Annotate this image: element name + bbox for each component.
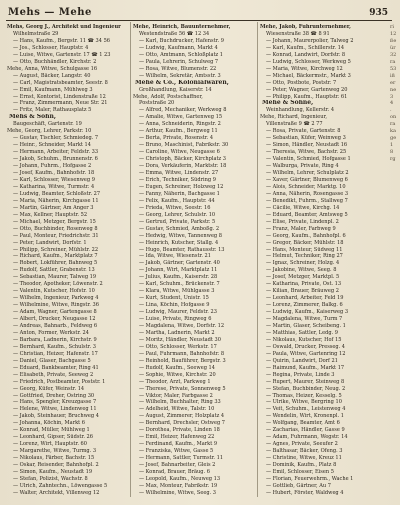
directory-entry: — Anna, Näherin, Rosengasse 3 (266, 190, 349, 197)
directory-entry: Mehe, Jakob, Fuhrunternehmer, (260, 24, 351, 30)
directory-entry: — Bernhard, Kaufm., Schulstr. 3 (13, 343, 96, 350)
directory-entry: — Quirin, Landwirt, Dorf 21 (266, 357, 338, 364)
directory-entry: — Otto, Buchhändler, Kirchstr. 2 (13, 58, 97, 65)
directory-entry: — Alois, Schneider, Marktg. 10 (266, 183, 346, 190)
directory-entry: — Sebastian, Maurer, Talweg 19 (13, 274, 97, 281)
directory-entry: — Florian, Feuerwehrm., Wache 1 (266, 475, 354, 482)
directory-entry: — Erich, Techniker, Südring 9 (139, 176, 216, 183)
directory-column-2 (133, 24, 256, 499)
directory-entry: — Michael, Metzger, Bergstr. 15 (13, 218, 96, 225)
directory-entry: — Leonhard, Gipser, Südstr. 26 (13, 434, 93, 441)
directory-entry: — Wolfgang, Beamter, Amt 6 (266, 420, 340, 427)
directory-entry: — Robert, Lokführer, Bahnweg 5 (13, 260, 98, 267)
directory-entry: — Maria, Näherin, Kirchgasse 11 (13, 197, 99, 204)
directory-entry: — Fanny, Näherin, Bachgasse 1 (139, 190, 220, 197)
directory-entry: — Paula, Witwe, Gartenring 12 (266, 350, 346, 357)
directory-entry: Mehe, Adolf, Postschaffner, (133, 93, 203, 100)
directory-entry: — Christoph, Bäcker, Kirchplatz 3 (139, 156, 227, 163)
directory-entry: — Johanna, Köchin, Markt 6 (13, 420, 86, 427)
directory-entry: — Friedrich, Postbeamter, Poststr. 1 (13, 378, 106, 385)
directory-entry: — Adam, Wagner, Gartengasse 8 (13, 309, 97, 316)
directory-entry: — Walter, Architekt, Villenweg 12 (13, 489, 100, 496)
directory-entry: — Konrad, Landwirt, Dorfstr. 8 (266, 51, 346, 58)
directory-entry: — Wilhelmine, Witwe, Seeg. 3 (139, 489, 217, 496)
directory-entry: — Hubert, Förster, Waldweg 4 (266, 489, 344, 496)
directory-entry: — Stefan, Polizist, Wachstr. 8 (13, 475, 88, 482)
directory-entry: — Daniel, Glaser, Bachgasse 5 (13, 357, 91, 364)
directory-entry: — Julius, Kaufm., Kaiserstr. 28 (139, 274, 218, 281)
directory-entry: — Gregor, Bäcker, Mühlstr. 18 (266, 239, 344, 246)
directory-entry: — Emil, Schlosser, Eisen 5 (266, 469, 334, 475)
directory-entry: — Ida, Witwe, Wiesenstr. 21 (139, 253, 211, 260)
directory-entry: — Theodor, Arzt, Parkweg 1 (139, 378, 211, 385)
directory-entry: — Jakob, Schuhm., Brunnenstr. 6 (13, 156, 98, 163)
directory-entry: — Benedikt, Fuhrm., Stallweg 7 (266, 197, 348, 204)
directory-entry: — Zacharias, Händler, Gasse 9 (266, 427, 345, 434)
directory-entry: — Konrad, Müller, Mühlweg 1 (13, 427, 90, 434)
directory-entry: — Alfred, Mechaniker, Werkweg 8 (139, 107, 227, 114)
directory-entry: — Valentin, Schmied, Hofgasse 1 (266, 156, 351, 163)
directory-entry: — Hans, Spengler, Kreuzgasse 7 (13, 399, 97, 406)
directory-entry: — Ludwig, Beamter, Schloßstr. 27 (13, 190, 101, 197)
directory-entry: — Anna, Schneiderin, Ringstr. 2 (139, 121, 221, 128)
directory-entry: — Hedwig, Witwe, Tannenweg 8 (139, 232, 222, 239)
directory-entry: — Fritz, Maler, Rathausplatz 5 (13, 107, 92, 114)
directory-entry: — Jakob, Gärtner, Gartenstr. 40 (139, 260, 220, 267)
directory-entry: — Xaver, Gärtner, Blumenweg 6 (266, 176, 348, 183)
edge-fragment: 32 (390, 51, 397, 58)
directory-entry: — Bruno, Maschinist, Fabrikstr. 30 (139, 142, 229, 149)
directory-entry: — Martin, Glaser, Scheibeng. 1 (266, 322, 346, 329)
directory-entry: — Viktor, Maler, Farbgasse 2 (139, 392, 213, 399)
directory-entry: — Leonhard, Arbeiter, Feld 19 (266, 295, 344, 302)
directory-entry: — Carl, Magistratsbeamter, Seestr. 8 (13, 79, 108, 86)
directory-entry: — Franz, Zimmermann, Neue Str. 21 (13, 100, 108, 107)
directory-entry: — Arthur, Kaufm., Bergweg 11 (139, 128, 218, 135)
directory-entry: — Otto, Amtmann, Schloßplatz 1 (139, 51, 223, 58)
directory-entry: — Rudolf, Sattler, Grabenstr. 13 (13, 267, 95, 274)
directory-entry: — Berta, Private, Rosenstr. 4 (139, 135, 214, 142)
directory-entry: — Margarethe, Witwe, Turmg. 3 (13, 448, 97, 455)
directory-entry: Großhandlung, Kaiserstr. 14 (139, 86, 212, 93)
directory-entry: — Klara, Witwe, Mühlgasse 3 (139, 288, 215, 295)
directory-entry: — Gustav, Tischler, Schmiedeg. 7 (13, 135, 99, 142)
edge-fragment: 3 (390, 93, 394, 100)
directory-entry: — Wilhelmine, Witwe, Ringstr. 36 (13, 302, 99, 309)
directory-entry: — Ulrike, Witwe, Bergring 10 (266, 399, 342, 406)
directory-entry: — Philipp, Kaufm., Hauptstr. 61 (266, 93, 348, 100)
edge-fragment: ri (390, 24, 394, 30)
directory-entry: — Hermann, Arbeiter, Feldstr. 33 (13, 149, 99, 156)
directory-entry: — Amalie, Witwe, Gartenweg 15 (139, 114, 223, 121)
directory-entry: — Franz, Maler, Farbweg 9 (266, 225, 336, 232)
edge-fragment: 1 (390, 142, 394, 149)
directory-entry: — Emma, Witwe, Lindenstr. 27 (139, 170, 219, 177)
directory-entry: — Kilian, Brauer, Bräuweg 2 (266, 288, 339, 295)
directory-entry: — Gottlieb, Gärtner, Au 7 (266, 482, 331, 489)
directory-entry: — Moritz, Händler, Neustadt 30 (139, 336, 221, 343)
directory-entry: — Paul, Fuhrmann, Bahnhofstr. 8 (139, 350, 225, 357)
directory-entry: — Eduard, Beamter, Amtsweg 5 (266, 211, 348, 218)
directory-entry: — Rudolf, Kaufm., Seeweg 14 (139, 364, 215, 371)
directory-entry: — Jakob, Steinhauer, Bruchweg 4 (13, 413, 99, 420)
directory-entry: — Christian, Heizer, Hafenstr. 17 (13, 350, 98, 357)
directory-entry: Mehe, Anna, Witwe, Schulgasse 16 (7, 65, 98, 72)
directory-entry: — Nikolaus, Kutscher, Hof 15 (266, 336, 342, 343)
directory-entry: — Luise, Witwe, Gartenstr. 17 ☎ 1 23 (13, 51, 111, 58)
page-number: 935 (369, 7, 388, 18)
directory-entry: — Leopold, Kaufm., Neuweg 13 (139, 475, 221, 482)
directory-entry: Wiesenstraße 38 ☎ 8 91 (266, 30, 330, 37)
edge-fragment: ße (390, 37, 397, 44)
directory-entry: — Oskar, Reisender, Bahnhofpl. 2 (13, 462, 99, 469)
directory-entry: — Heinrich, Kutscher, Stallg. 4 (139, 239, 219, 246)
directory-entry: — Hans, Monteur, Südweg 11 (266, 246, 343, 253)
directory-entry: — Wilhelm, Buchhalter, Ring 33 (139, 399, 221, 406)
edge-fragment: ne (390, 86, 397, 93)
directory-entry: — Simon, Kaufm., Neustadt 19 (13, 469, 93, 475)
edge-fragment: rg (390, 156, 396, 163)
directory-entry: — Josef, Bahnarbeiter, Gleis 2 (139, 462, 216, 469)
directory-entry: — Anton, Former, Werkstr. 24 (13, 329, 89, 336)
column-separator (257, 22, 258, 497)
section-heading: Mehe & Co., Kolonialwaren, (135, 79, 229, 86)
directory-entry: — Hans, Kaufm., Bergstr. 11 ☎ 34 56 (13, 37, 110, 44)
directory-entry: — Rosa, Private, Gartenstr. 8 (266, 128, 341, 135)
directory-entry: — Therese, Private, Sonnenweg 5 (139, 385, 226, 392)
header-rule (6, 20, 392, 21)
directory-entry: — Thomas, Heizer, Kesselg. 5 (266, 392, 342, 399)
directory-entry: — Peter, Landwirt, Dorfstr. 1 (13, 239, 87, 246)
directory-entry: — Andreas, Bahnarb., Feldweg 6 (13, 322, 98, 329)
edge-fragment: ra (390, 58, 396, 65)
directory-entry: — Peter, Wagner, Gartenweg 20 (266, 86, 348, 93)
directory-entry: — Eduard, Bankbeamter, Ring 41 (13, 364, 99, 371)
directory-entry: — Agnes, Private, Seeufer 2 (266, 441, 338, 448)
edge-fragment: on (390, 114, 397, 121)
directory-entry: — Ludwig, Kaufm., Kaiserweg 3 (266, 309, 349, 316)
directory-entry: — Magdalena, Witwe, Dorfstr. 12 (139, 322, 225, 329)
directory-entry: — Ferdinand, Kaufm., Markt 9 (139, 441, 218, 448)
edge-fragment: . (390, 107, 392, 114)
directory-entry: — Johann, Wirt, Marktplatz 11 (139, 267, 218, 274)
directory-entry: — Magdalena, Witwe, Turm 7 (266, 316, 343, 323)
directory-entry: — Max, Kellner, Hauptstr. 52 (13, 211, 88, 218)
directory-entry: — Katharina, Private, Ost. 13 (266, 281, 342, 288)
section-heading: Mehs & Sohn, (9, 114, 56, 121)
directory-entry: Weinhandlung, Kellerstr. 4 (266, 107, 335, 114)
directory-entry: — Walburga, Private, Ring 4 (266, 163, 339, 170)
directory-entry: — Helmut, Techniker, Ring 27 (266, 253, 343, 260)
directory-entry: — Veit, Schuhm., Leistenweg 4 (266, 406, 346, 413)
directory-entry: — Josef, Metzger, Marktpl. 5 (266, 274, 340, 281)
directory-entry: — Gertrud, Private, Parkstr. 5 (139, 218, 216, 225)
directory-entry: — Gottfried, Dreher, Ostring 30 (13, 392, 95, 399)
directory-entry: — Konrad, Brauer, Bräug. 6 (139, 469, 210, 475)
directory-entry: — Frieda, Witwe, Seestr. 16 (139, 204, 211, 211)
running-header (8, 6, 388, 19)
directory-entry: — Ignaz, Schreiner, Holzg. 4 (266, 260, 340, 267)
directory-entry: — Wilhelm, Ingenieur, Parkweg 4 (13, 295, 99, 302)
directory-entry: — Simon, Händler, Neustadt 16 (266, 142, 348, 149)
directory-entry: Baugeschäft, Gartenstr. 19 (13, 121, 82, 128)
directory-entry: — Karl, Schuhm., Brückenstr. 7 (139, 281, 220, 288)
directory-entry: — Theresia, Witwe, Bachstr. 25 (266, 149, 347, 156)
directory-entry: — Cäcilie, Witwe, Kirchg. 14 (266, 204, 340, 211)
directory-entry: — Josef, Kaufm., Bahnhofstr. 18 (13, 170, 95, 177)
directory-entry: — Maria, Witwe, Kirchweg 12 (266, 65, 343, 72)
directory-entry: — Dorothea, Private, Linden 18 (139, 427, 220, 434)
directory-column-1 (7, 24, 129, 499)
directory-entry: — Caroline, Witwe, Neugasse 6 (139, 149, 220, 156)
directory-entry: — Hugo, Beamter, Rathausstr. 13 (139, 246, 225, 253)
directory-entry: Mehe, Richard, Ingenieur, (260, 114, 327, 121)
edge-fragment: iß (390, 72, 395, 79)
directory-entry: — Emil, Kaufmann, Mühlweg 3 (13, 86, 93, 93)
edge-fragment: ge (390, 135, 397, 142)
directory-entry: — Lina, Köchin, Hofgasse 9 (139, 302, 210, 309)
directory-entry: — Johann, Maurerpolier, Talweg 2 (266, 37, 354, 44)
directory-entry: — Martin, Gärtner, Am Anger 3 (13, 204, 94, 211)
directory-entry: — Adam, Fuhrmann, Wegstr. 14 (266, 434, 348, 441)
directory-entry: — Paul, Monteur, Friedrichstr. 31 (13, 232, 99, 239)
directory-entry: — Elisabeth, Private, Seeweg 2 (13, 371, 94, 378)
directory-entry: — Karl, Buchdrucker, Hafenstr. 9 (139, 37, 224, 44)
directory-entry: — Oswald, Drucker, Presseg. 4 (266, 343, 346, 350)
directory-entry: — Georg, Küfer, Weinstr. 14 (13, 385, 85, 392)
directory-entry: — Raimund, Kaufm., Markt 17 (266, 364, 345, 371)
directory-entry: — Martha, Ladnerin, Markt 2 (139, 329, 215, 336)
directory-entry: — Dominik, Kaufm., Platz 8 (266, 462, 337, 469)
edge-fragment: er (390, 79, 396, 86)
directory-entry: Mehe, Heinrich, Bauunternehmer, (133, 24, 231, 30)
directory-entry: — Richard, Kaufm., Marktplatz 7 (13, 253, 98, 260)
edge-fragment: ür (390, 44, 396, 51)
directory-entry: — Franziska, Witwe, Gasse 5 (139, 448, 214, 455)
directory-entry: — Helene, Witwe, Lindenweg 11 (13, 406, 97, 413)
directory-entry: — Jos., Schlosser, Hauptstr. 4 (13, 44, 89, 51)
edge-fragment: ra (390, 121, 396, 128)
directory-entry: — Luise, Private, Ringweg 6 (139, 316, 212, 323)
directory-entry: — Wilhelm, Sekretär, Amtsstr. 3 (139, 72, 221, 79)
directory-entry: — Dora, Verkäuferin, Marktstr. 18 (139, 163, 227, 170)
directory-entry: — Stefan, Buchbinder, Neug. 2 (266, 385, 346, 392)
directory-entry: Villenstraße 9 ☎ 2 77 (266, 121, 323, 128)
directory-entry: — Wilhelm, Lehrer, Schulplatz 2 (266, 170, 349, 177)
directory-entry: — Christine, Witwe, Kreuz 11 (266, 455, 342, 462)
directory-entry: — Ludwig, Kaufmann, Markt 4 (139, 44, 218, 51)
header-names: Mehs — Mehe (8, 7, 92, 18)
column-separator (130, 22, 131, 497)
directory-entry: — Ludwig, Schlosser, Werkweg 5 (266, 58, 351, 65)
directory-column-3 (260, 24, 388, 499)
directory-entry: — Max, Monteur, Fabrikstr. 19 (139, 482, 218, 489)
directory-entry: — Karl, Kaufm., Schillerstr. 14 (266, 44, 345, 51)
directory-entry: — August, Bäcker, Langstr. 40 (13, 72, 91, 79)
directory-entry: Mehe, Georg, Lehrer, Parkstr. 10 (7, 128, 92, 135)
directory-entry: — Paula, Lehrerin, Schulweg 7 (139, 58, 219, 65)
directory-entry: — Sebastian, Küfer, Weinweg 3 (266, 135, 346, 142)
directory-entry: — Hermann, Sattler, Turmstr. 11 (139, 455, 224, 462)
directory-entry: — Nikolaus, Färber, Bachstr. 15 (13, 455, 95, 462)
edge-fragment: ka (390, 128, 397, 135)
directory-entry: — Karl, Schlosser, Wiesenweg 9 (13, 176, 95, 183)
edge-fragment: 12 (390, 30, 397, 37)
directory-entry: — Emil, Heizer, Hafenweg 22 (139, 434, 215, 441)
directory-entry: — Felix, Kaufm., Hauptstr. 44 (139, 197, 215, 204)
directory-entry: — Sophie, Witwe, Kirchstr. 20 (139, 371, 216, 378)
directory-entry: — Rosa, Witwe, Blumenstr. 22 (139, 65, 217, 72)
directory-entry: — Adelheid, Witwe, Talstr. 10 (139, 406, 215, 413)
directory-entry: — Regina, Private, Linde 3 (266, 371, 335, 378)
directory-entry: — Albert, Drucker, Neugasse 12 (13, 316, 96, 323)
directory-entry: — Michael, Bäckermstr., Markt 3 (266, 72, 351, 79)
directory-entry: — Ulrich, Zahntechn., Löwengasse 5 (13, 482, 108, 489)
directory-entry: — Ludwig, Maurer, Feldstr. 23 (139, 309, 217, 316)
directory-entry: — Georg, Kaufm., Bahnhofpl. 6 (266, 232, 346, 239)
directory-entry: — Jakobine, Witwe, Seeg. 8 (266, 267, 337, 274)
directory-entry: — Katharina, Witwe, Turmstr. 4 (13, 183, 95, 190)
directory-entry: — Lorenz, Zimmerer, Balkg. 6 (266, 302, 343, 309)
directory-entry: — Otto, Buchbinder, Rosenweg 8 (13, 225, 98, 232)
directory-entry: — Rupert, Maurer, Steinweg 8 (266, 378, 345, 385)
directory-entry: — Otto, Schlosser, Werkstr. 17 (139, 343, 217, 350)
directory-entry: — Wendelin, Wirt, Kronenpl. 1 (266, 413, 344, 420)
directory-entry: — Philipp, Schreiner, Mühlstr. 22 (13, 246, 99, 253)
adjacent-page-edge (390, 24, 400, 499)
directory-entry: — Heinr., Schneider, Markt 14 (13, 142, 91, 149)
directory-entry: — Matthias, Sattler, Ledg. 9 (266, 329, 338, 336)
directory-entry: — Balthasar, Bäcker, Ofeng. 3 (266, 448, 343, 455)
edge-fragment: 8 (390, 149, 394, 156)
directory-entry: — Georg, Lehrer, Schulstr. 10 (139, 211, 216, 218)
directory-entry: — Theodor, Apotheker, Löwenstr. 2 (13, 281, 103, 288)
directory-entry: — Gustav, Schmied, Amboßg. 2 (139, 225, 220, 232)
directory-entry: — Reinhold, Bauführer, Bergstr. 3 (139, 357, 226, 364)
directory-entry: Westendstraße 56 ☎ 12 34 (139, 30, 210, 37)
directory-entry: — Ernst, Kontorist, Lindenstraße 12 (13, 93, 106, 100)
directory-entry: — August, Zimmerer, Holzplatz 4 (139, 413, 225, 420)
directory-entry: — Lorenz, Wirt, Hauptstr. 60 (13, 441, 87, 448)
directory-entry: Wilhelmstraße 29 (13, 30, 59, 37)
directory-entry: — Bernhard, Drechsler, Ostweg 7 (139, 420, 226, 427)
edge-fragment: 53 (390, 65, 397, 72)
directory-entry: — Elise, Private, Lindenpl. 2 (266, 218, 339, 225)
directory-entry: Mehs, Georg J., Architekt und Ingenieur (7, 24, 121, 30)
directory-entry: — Kurt, Student, Unistr. 15 (139, 295, 209, 302)
directory-entry: Poststraße 20 (139, 100, 175, 107)
directory-entry: — Eugen, Schreiner, Holzweg 12 (139, 183, 224, 190)
directory-entry: — Johann, Fuhrm., Hofgasse 2 (13, 163, 92, 170)
directory-entry: — Barbara, Ladnerin, Kirchstr. 9 (13, 336, 97, 343)
section-heading: Mehe & Söhne, (262, 100, 314, 107)
edge-fragment: 4 (390, 100, 394, 107)
directory-entry: — Otto, Postbote, Poststr. 7 (266, 79, 337, 86)
directory-entry: — Valentin, Kutscher, Hofstr. 10 (13, 288, 95, 295)
